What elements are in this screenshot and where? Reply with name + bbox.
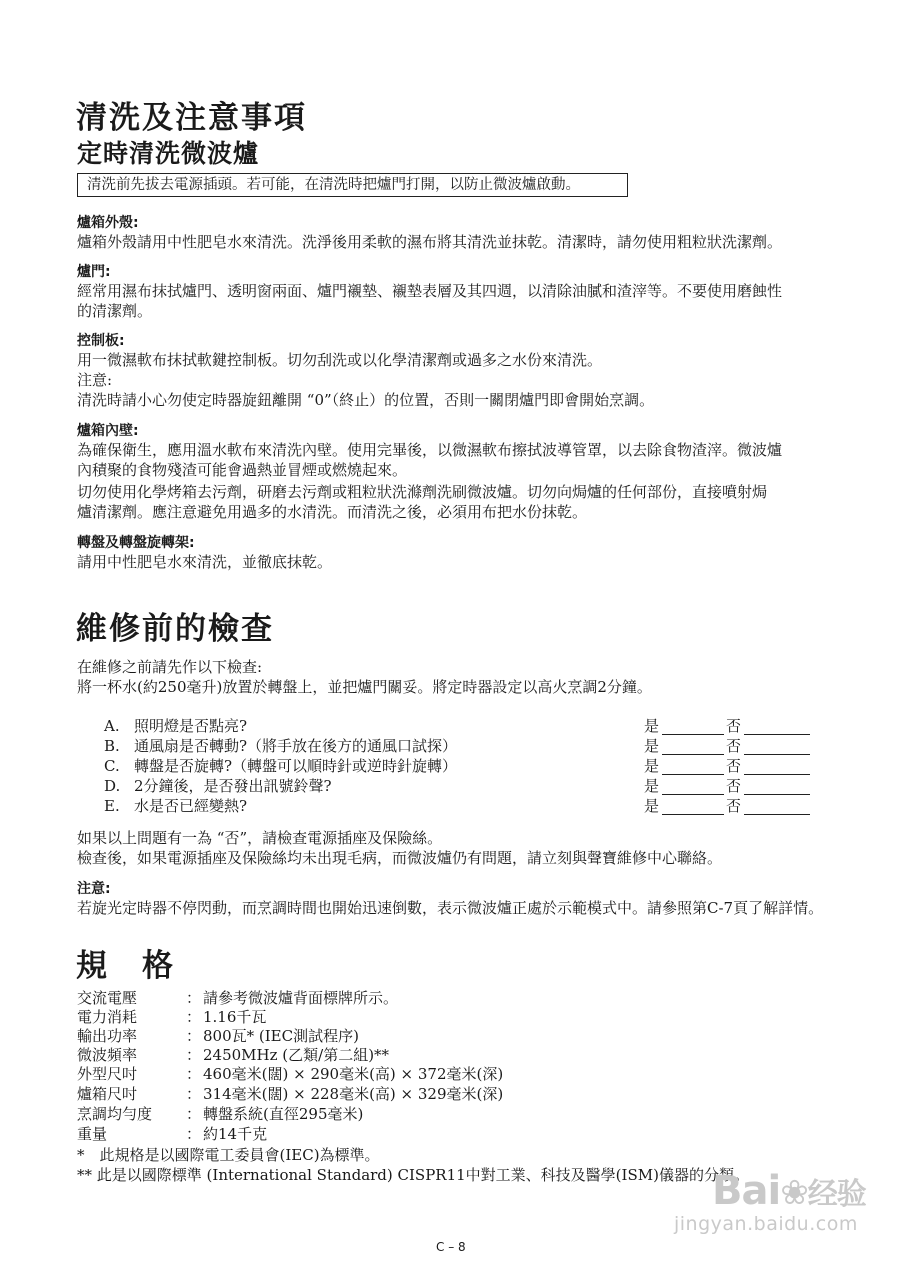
spec-value: 約14千克 [203,1125,268,1143]
yes-blank [662,734,724,735]
interior-text-line-3: 切勿使用化學烤箱去污劑，研磨去污劑或粗粒狀洗滌劑洗刷微波爐。切勿向焗爐的任何部份，直接噴射焗 [77,483,768,501]
section-subtitle-cleaning: 定時清洗微波爐 [77,139,260,168]
no-label: 否 [726,717,742,735]
no-blank [744,734,810,735]
spec-key: 電力消耗 [77,1008,138,1026]
interior-text-line-2: 內積聚的食物殘渣可能會過熱並冒煙或燃燒起來。 [77,461,408,479]
spec-value: 請參考微波爐背面標牌所示。 [203,989,399,1007]
check-row-b [104,737,810,756]
spec-value: 2450MHz (乙類/第二組)** [203,1046,390,1064]
door-text-line-1: 經常用濕布抹拭爐門、透明窗兩面、爐門襯墊、襯墊表層及其四週，以清除油膩和渣滓等。不要使用磨蝕性 [77,282,783,300]
panel-note-text: 清洗時請小心勿使定時器旋鈕離開 “0”（終止）的位置，否則一關閉爐門即會開始烹調。 [77,391,655,409]
specs-heading: 規 格 [76,948,175,984]
spec-value: 轉盤系統(直徑295毫米) [203,1105,364,1123]
no-label: 否 [726,777,742,795]
no-label: 否 [726,797,742,815]
interior-heading: 爐箱內壁: [77,423,139,439]
interior-text-line-4: 爐清潔劑。應注意避免用過多的水清洗。而清洗之後，必須用布把水份抹乾。 [77,503,588,521]
yes-blank [662,774,724,775]
no-blank [744,774,810,775]
yes-label: 是 [644,777,660,795]
panel-text: 用一微濕軟布抹拭軟鍵控制板。切勿刮洗或以化學清潔劑或過多之水份來清洗。 [77,351,603,369]
check-row-a [104,717,810,736]
door-text-line-2: 的清潔劑。 [77,302,153,320]
spec-colon: ： [186,1125,202,1143]
yes-label: 是 [644,717,660,735]
check-question: 通風扇是否轉動?（將手放在後方的通風口試探） [134,737,458,755]
page-title: 清洗及注意事項 [76,100,307,136]
yes-label: 是 [644,797,660,815]
spec-key: 輸出功率 [77,1027,138,1045]
notice-box: 清洗前先拔去電源插頭。若可能，在清洗時把爐門打開，以防止微波爐啟動。 [77,173,628,197]
spec-footnote-2: ** 此是以國際標準 (International Standard) CISPR11中對工業、科技及醫學(ISM)儀器的分類。 [77,1166,749,1184]
no-label: 否 [726,757,742,775]
check-row-d [104,777,810,796]
maintenance-intro-1: 在維修之前請先作以下檢查: [77,658,263,676]
no-blank [744,754,810,755]
spec-value: 460毫米(闊) × 290毫米(高) × 372毫米(深) [203,1065,504,1083]
spec-colon: ： [186,1027,202,1045]
maintenance-heading: 維修前的檢查 [76,611,274,647]
panel-heading: 控制板: [77,333,125,349]
check-letter: B. [104,737,120,755]
no-label: 否 [726,737,742,755]
no-blank [744,814,810,815]
check-letter: D. [104,777,121,795]
paw-icon: ❀ [780,1173,808,1213]
spec-key: 烹調均勻度 [77,1105,153,1123]
check-row-e [104,797,810,816]
cabinet-text: 爐箱外殼請用中性肥皂水來清洗。洗淨後用柔軟的濕布將其清洗並抹乾。清潔時，請勿使用粗粒狀洗潔劑。 [77,233,783,251]
spec-colon: ： [186,989,202,1007]
maintenance-after-1: 如果以上問題有一為 “否”，請檢查電源插座及保險絲。 [77,829,443,847]
spec-key: 微波頻率 [77,1046,138,1064]
no-blank [744,794,810,795]
watermark-brand [712,1168,866,1214]
check-question: 水是否已經變熱? [134,797,248,815]
yes-blank [662,794,724,795]
yes-blank [662,814,724,815]
check-letter: E. [104,797,120,815]
check-question: 2分鐘後，是否發出訊號鈴聲? [134,777,332,795]
spec-colon: ： [186,1065,202,1083]
spec-colon: ： [186,1046,202,1064]
watermark-url: jingyan.baidu.com [674,1213,858,1235]
interior-text-line-1: 為確保衛生，應用溫水軟布來清洗內壁。使用完畢後，以微濕軟布擦拭波導管罩，以去除食物渣滓。微波爐 [77,441,783,459]
spec-key: 重量 [77,1125,108,1143]
check-letter: A. [104,717,120,735]
spec-colon: ： [186,1008,202,1026]
watermark-brand-text-2: 经验 [807,1177,866,1212]
turntable-text: 請用中性肥皂水來清洗，並徹底抹乾。 [77,553,333,571]
check-letter: C. [104,757,120,775]
check-question: 轉盤是否旋轉?（轉盤可以順時針或逆時針旋轉） [134,757,458,775]
demo-note-text: 若旋光定時器不停閃動，而烹調時間也開始迅速倒數，表示微波爐正處於示範模式中。請參照第C-7頁了解詳情。 [77,899,824,917]
door-heading: 爐門: [77,264,111,280]
page-number: C – 8 [436,1240,466,1254]
watermark-brand-text: Bai [712,1168,781,1214]
yes-label: 是 [644,737,660,755]
spec-key: 爐箱尺吋 [77,1085,138,1103]
maintenance-after-2: 檢查後，如果電源插座及保險絲均未出現毛病，而微波爐仍有問題，請立刻與聲寶維修中心聯絡。 [77,849,723,867]
spec-colon: ： [186,1085,202,1103]
spec-value: 800瓦* (IEC測試程序) [203,1027,359,1045]
spec-colon: ： [186,1105,202,1123]
cabinet-heading: 爐箱外殼: [77,215,139,231]
spec-value: 1.16千瓦 [203,1008,267,1026]
spec-value: 314毫米(闊) × 228毫米(高) × 329毫米(深) [203,1085,504,1103]
check-question: 照明燈是否點亮? [134,717,248,735]
spec-key: 交流電壓 [77,989,138,1007]
yes-label: 是 [644,757,660,775]
turntable-heading: 轉盤及轉盤旋轉架: [77,535,195,551]
maintenance-intro-2: 將一杯水(約250毫升)放置於轉盤上，並把爐門關妥。將定時器設定以高火烹調2分鐘。 [77,678,652,696]
panel-note-label: 注意: [77,371,113,389]
yes-blank [662,754,724,755]
demo-note-heading: 注意: [77,881,111,897]
spec-key: 外型尺吋 [77,1065,138,1083]
spec-footnote-1: * 此規格是以國際電工委員會(IEC)為標準。 [77,1146,380,1164]
check-row-c [104,757,810,776]
